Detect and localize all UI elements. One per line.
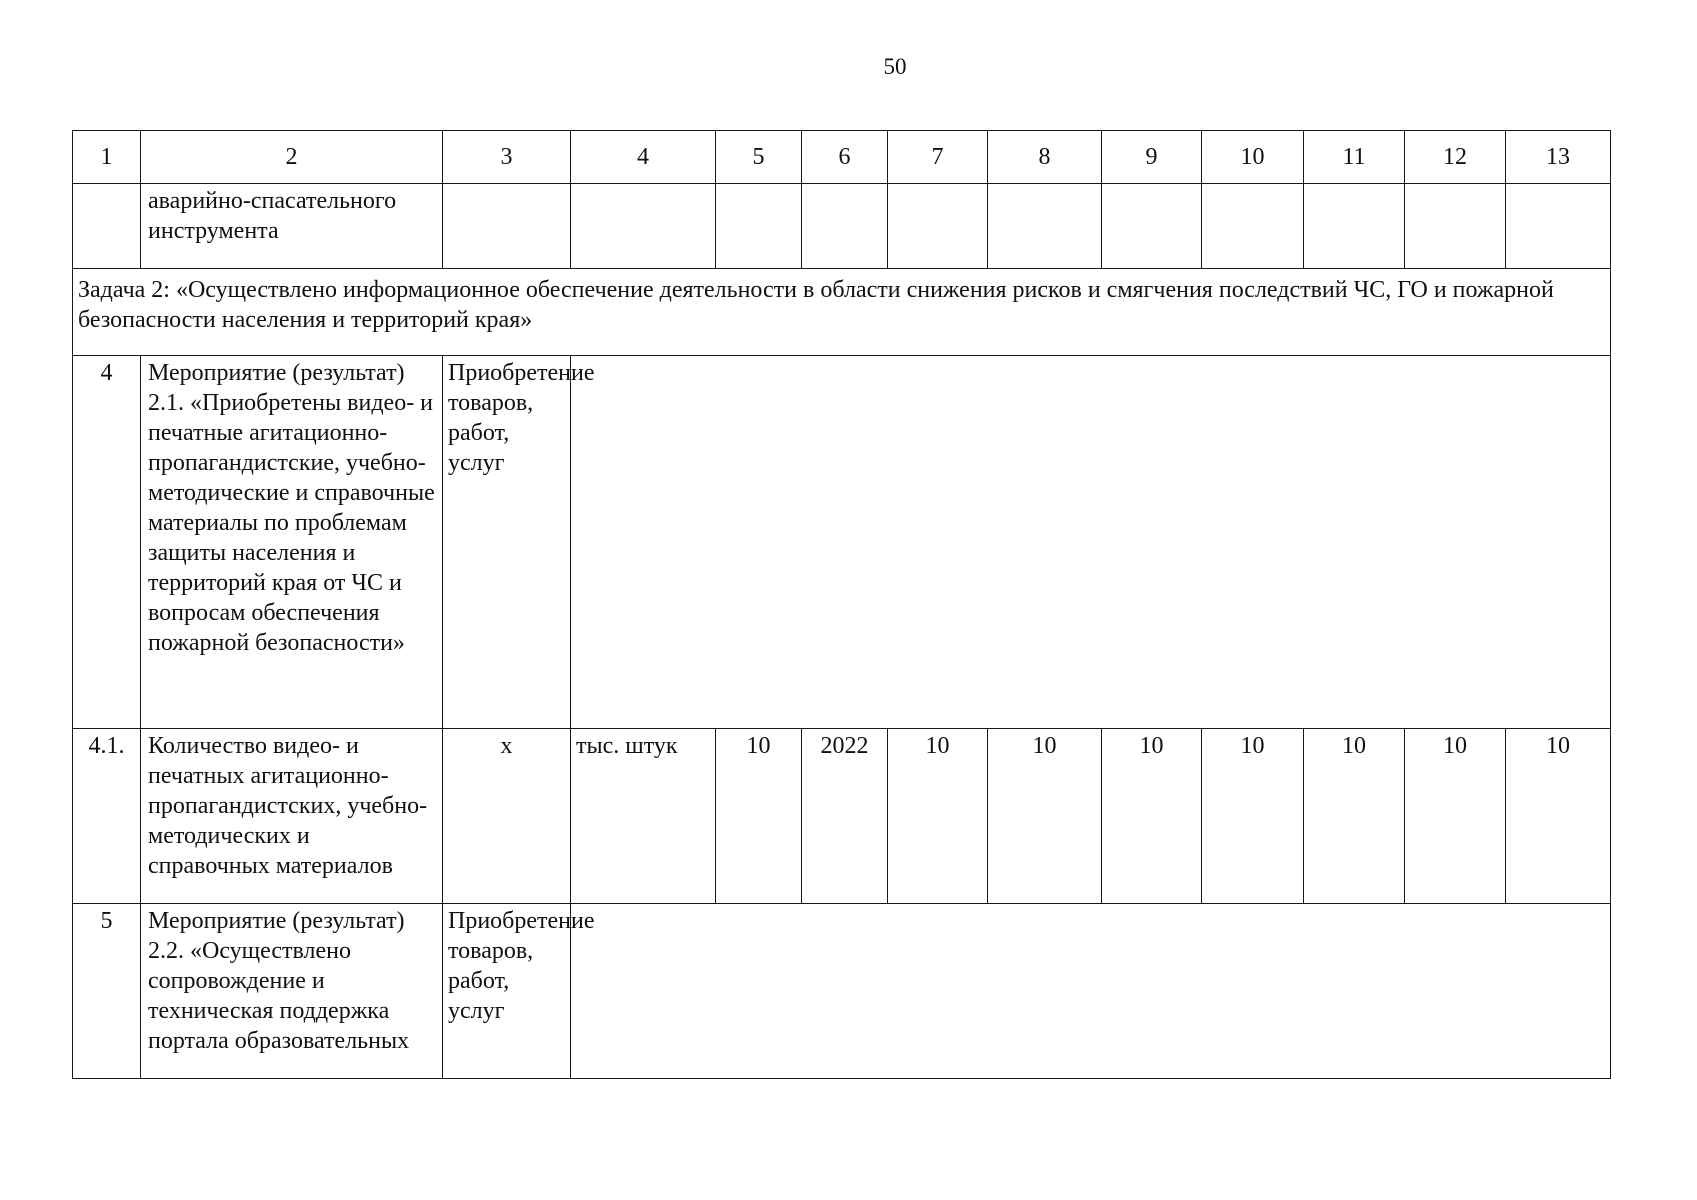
row-value-cell: 10 bbox=[1506, 729, 1611, 904]
table-row-4-1 bbox=[73, 729, 1611, 904]
table-cell-empty bbox=[888, 184, 988, 269]
row-unit-cell: тыс. штук bbox=[571, 729, 716, 904]
row-name-cell: Мероприятие (результат) 2.2. «Осуществлено сопровождение и техническая поддержка портала образовательных bbox=[141, 904, 443, 1079]
table-cell-empty bbox=[443, 184, 571, 269]
header-cell: 10 bbox=[1202, 131, 1304, 184]
table-cell-merged-empty bbox=[571, 904, 1611, 1079]
table-cell-empty bbox=[988, 184, 1102, 269]
row-number-cell: 4 bbox=[73, 356, 141, 729]
row-type-cell: х bbox=[443, 729, 571, 904]
table-cell-empty bbox=[1202, 184, 1304, 269]
row-value-cell: 10 bbox=[1202, 729, 1304, 904]
header-cell: 12 bbox=[1405, 131, 1506, 184]
header-cell: 4 bbox=[571, 131, 716, 184]
row-value-cell: 10 bbox=[1405, 729, 1506, 904]
table-cell-empty bbox=[73, 184, 141, 269]
table-cell-empty bbox=[802, 184, 888, 269]
table-row-5 bbox=[73, 904, 1611, 1079]
task-heading-cell: Задача 2: «Осуществлено информационное обеспечение деятельности в области снижения рисков и смягчения последствий ЧС, ГО и пожарной безопасности населения и территорий края» bbox=[73, 269, 1611, 356]
header-cell: 9 bbox=[1102, 131, 1202, 184]
row-value-cell: 10 bbox=[1304, 729, 1405, 904]
table-cell-empty bbox=[1506, 184, 1611, 269]
table-cell-empty bbox=[1304, 184, 1405, 269]
table-cell-empty bbox=[716, 184, 802, 269]
table-header-row bbox=[73, 131, 1611, 184]
row-type-cell: Приобретение товаров, работ, услуг bbox=[443, 356, 571, 729]
header-cell: 2 bbox=[141, 131, 443, 184]
header-cell: 11 bbox=[1304, 131, 1405, 184]
header-cell: 5 bbox=[716, 131, 802, 184]
table-row-4 bbox=[73, 356, 1611, 729]
row-type-cell: Приобретение товаров, работ, услуг bbox=[443, 904, 571, 1079]
table-row-continuation bbox=[73, 184, 1611, 269]
row-name-cell: Мероприятие (результат) 2.1. «Приобретены видео- и печатные агитационно-пропагандистские, учебно-методические и справочные материалы по проблемам защиты населения и территорий края от ЧС и вопросам обеспечения пожарной безопасности» bbox=[141, 356, 443, 729]
header-cell: 13 bbox=[1506, 131, 1611, 184]
table-cell-empty bbox=[571, 184, 716, 269]
row-base-value-cell: 10 bbox=[716, 729, 802, 904]
table-cell-empty bbox=[1102, 184, 1202, 269]
task-row bbox=[73, 269, 1611, 356]
row-base-year-cell: 2022 bbox=[802, 729, 888, 904]
header-cell: 7 bbox=[888, 131, 988, 184]
header-cell: 8 bbox=[988, 131, 1102, 184]
header-cell: 6 bbox=[802, 131, 888, 184]
row-name-cell: Количество видео- и печатных агитационно-пропагандистских, учебно-методических и справочных материалов bbox=[141, 729, 443, 904]
row-number-cell: 4.1. bbox=[73, 729, 141, 904]
row-value-cell: 10 bbox=[888, 729, 988, 904]
indicators-table bbox=[72, 130, 1611, 1079]
row-name-cell: аварийно-спасательного инструмента bbox=[141, 184, 443, 269]
row-value-cell: 10 bbox=[988, 729, 1102, 904]
table-cell-merged-empty bbox=[571, 356, 1611, 729]
row-value-cell: 10 bbox=[1102, 729, 1202, 904]
header-cell: 3 bbox=[443, 131, 571, 184]
page-number: 50 bbox=[883, 54, 907, 79]
row-number-cell: 5 bbox=[73, 904, 141, 1079]
table-cell-empty bbox=[1405, 184, 1506, 269]
header-cell: 1 bbox=[73, 131, 141, 184]
